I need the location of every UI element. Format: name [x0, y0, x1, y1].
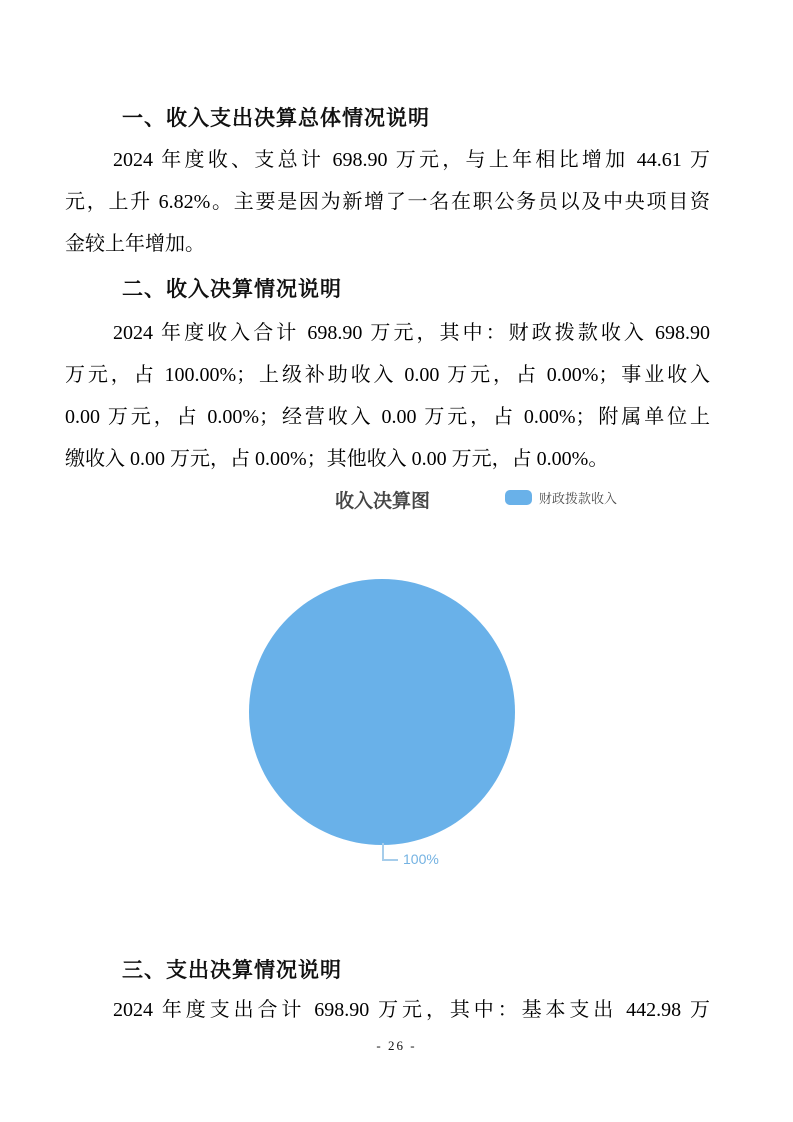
page-number: - 26 - [376, 1038, 417, 1053]
pie-chart-slice-caizheng-bokuan [249, 579, 515, 845]
chart-title: 收入决算图 [335, 491, 431, 512]
section-3-heading: 三、支出决算情况说明 [122, 959, 342, 982]
chart-legend [505, 488, 617, 507]
legend-label: 财政拨款收入 [539, 491, 618, 506]
legend-swatch [505, 490, 532, 505]
paragraph-line: 缴收入 0.00 万元，占 0.00%；其他收入 0.00 万元，占 0.00%。 [65, 448, 609, 470]
section-2-paragraph [65, 312, 710, 480]
paragraph-line: 0.00 万元，占 0.00%；经营收入 0.00 万元，占 0.00%；附属单位上 [65, 406, 710, 428]
section-1-paragraph [65, 139, 710, 265]
section-3-paragraph [65, 989, 710, 1031]
pie-callout-line-horizontal [382, 859, 398, 861]
section-1-heading: 一、收入支出决算总体情况说明 [122, 107, 430, 130]
paragraph-line: 2024 年度支出合计 698.90 万元，其中：基本支出 442.98 万 [113, 999, 710, 1021]
paragraph-line: 2024 年度收入合计 698.90 万元，其中：财政拨款收入 698.90 [113, 322, 710, 344]
paragraph-line: 元，上升 6.82%。主要是因为新增了一名在职公务员以及中央项目资 [65, 191, 710, 213]
paragraph-line: 万元，占 100.00%；上级补助收入 0.00 万元，占 0.00%；事业收入 [65, 364, 710, 386]
paragraph-line: 金较上年增加。 [65, 233, 205, 255]
section-2-heading: 二、收入决算情况说明 [122, 278, 342, 301]
pie-percent-label: 100% [403, 851, 439, 867]
paragraph-line: 2024 年度收、支总计 698.90 万元，与上年相比增加 44.61 万 [113, 149, 710, 171]
